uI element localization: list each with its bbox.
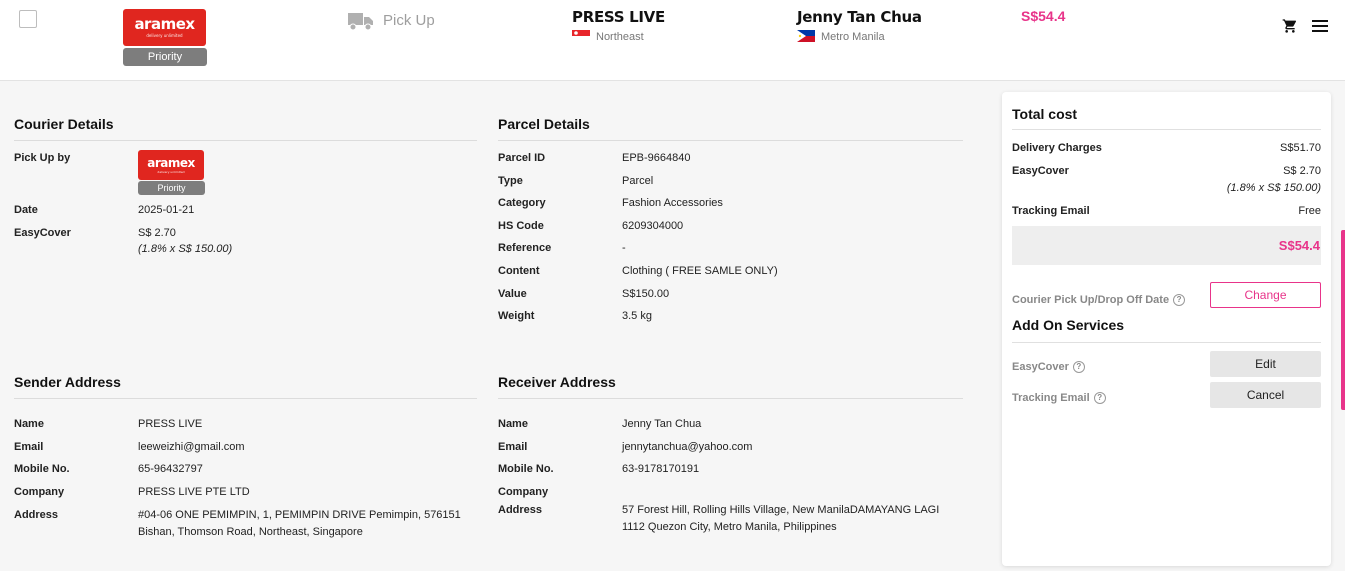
divider	[14, 140, 477, 141]
addon-tracking-label	[1012, 392, 1106, 404]
sender-name-header: PRESS LIVE	[572, 8, 665, 26]
sender-name-label: Name	[14, 418, 44, 430]
receiver-address-line2: 1112 Quezon City, Metro Manila, Philippines	[622, 521, 837, 533]
sender-email-value: leeweizhi@gmail.com	[138, 441, 245, 453]
total-cost-title: Total cost	[1012, 106, 1078, 122]
pickup-date-text: Courier Pick Up/Drop Off Date	[1012, 294, 1170, 306]
tracking-email-value: Free	[1298, 205, 1321, 217]
priority-badge: Priority	[123, 48, 207, 66]
courier-brand: aramex	[134, 15, 195, 33]
content-label: Content	[498, 265, 540, 277]
help-icon[interactable]: ?	[1094, 392, 1106, 404]
side-tab[interactable]	[1341, 230, 1345, 410]
receiver-mobile-value: 63-9178170191	[622, 463, 700, 475]
easycover-label: EasyCover	[14, 227, 71, 239]
receiver-email-value: jennytanchua@yahoo.com	[622, 441, 753, 453]
weight-value: 3.5 kg	[622, 310, 652, 322]
add-on-services-title: Add On Services	[1012, 317, 1125, 333]
value-value: S$150.00	[622, 288, 670, 300]
sender-address-line1: #04-06 ONE PEMIMPIN, 1, PEMIMPIN DRIVE Pemimpin, 576151	[138, 509, 461, 521]
receiver-mobile-label: Mobile No.	[498, 463, 554, 475]
type-label: Type	[498, 175, 523, 187]
total-value: S$54.4	[1278, 238, 1320, 253]
divider	[1012, 342, 1321, 343]
easycover-value: S$ 2.70	[1283, 165, 1321, 177]
philippines-flag-icon	[797, 30, 815, 42]
divider	[14, 398, 477, 399]
sender-region-header: Northeast	[596, 31, 644, 43]
receiver-region-header: Metro Manila	[821, 31, 885, 43]
cart-icon[interactable]	[1282, 18, 1298, 34]
help-icon[interactable]: ?	[1173, 294, 1185, 306]
change-button[interactable]: Change	[1210, 282, 1321, 308]
receiver-address-line1: 57 Forest Hill, Rolling Hills Village, New ManilaDAMAYANG LAGI	[622, 504, 940, 516]
receiver-address-label: Address	[498, 504, 543, 516]
sender-address-label: Address	[14, 509, 59, 521]
category-label: Category	[498, 197, 546, 209]
courier-tagline: delivery unlimited	[146, 33, 183, 38]
receiver-name-value: Jenny Tan Chua	[622, 418, 702, 430]
hs-code-label: HS Code	[498, 220, 544, 232]
date-label: Date	[14, 204, 38, 216]
content-value: Clothing ( FREE SAMLE ONLY)	[622, 265, 778, 277]
cancel-button[interactable]: Cancel	[1210, 382, 1321, 408]
weight-label: Weight	[498, 310, 535, 322]
receiver-email-label: Email	[498, 441, 528, 453]
parcel-details-title: Parcel Details	[498, 116, 590, 132]
sender-mobile-value: 65-96432797	[138, 463, 203, 475]
service-mode: Pick Up	[383, 12, 435, 29]
aramex-logo	[123, 9, 206, 46]
help-icon[interactable]: ?	[1073, 361, 1085, 373]
addon-easycover-text: EasyCover	[1012, 361, 1069, 373]
easycover-value: S$ 2.70	[138, 227, 176, 239]
value-label: Value	[498, 288, 527, 300]
courier-tagline: delivery unlimited	[157, 169, 185, 174]
pickup-date-label	[1012, 294, 1185, 306]
receiver-company-label: Company	[498, 486, 549, 498]
total-box	[1012, 226, 1321, 265]
sender-mobile-label: Mobile No.	[14, 463, 70, 475]
addon-tracking-text: Tracking Email	[1012, 392, 1090, 404]
hs-code-value: 6209304000	[622, 220, 684, 232]
sender-company-value: PRESS LIVE PTE LTD	[138, 486, 250, 498]
easycover-formula: (1.8% x S$ 150.00)	[138, 243, 233, 255]
receiver-name-label: Name	[498, 418, 528, 430]
sender-name-value: PRESS LIVE	[138, 418, 203, 430]
price-header: S$54.4	[1021, 8, 1066, 24]
divider	[1012, 129, 1321, 130]
category-value: Fashion Accessories	[622, 197, 723, 209]
easycover-formula: (1.8% x S$ 150.00)	[1226, 182, 1321, 194]
pickup-by-label: Pick Up by	[14, 152, 71, 164]
sender-company-label: Company	[14, 486, 65, 498]
truck-icon	[348, 11, 374, 31]
tracking-email-label: Tracking Email	[1012, 205, 1090, 217]
order-summary-bar	[0, 0, 1345, 81]
reference-label: Reference	[498, 242, 552, 254]
singapore-flag-icon	[572, 30, 590, 42]
parcel-id-value: EPB-9664840	[622, 152, 691, 164]
receiver-name-header: Jenny Tan Chua	[797, 8, 922, 26]
priority-badge: Priority	[138, 181, 205, 195]
sender-address-line2: Bishan, Thomson Road, Northeast, Singapore	[138, 526, 363, 538]
divider	[498, 398, 963, 399]
parcel-id-label: Parcel ID	[498, 152, 546, 164]
reference-value: -	[622, 242, 626, 254]
edit-button[interactable]: Edit	[1210, 351, 1321, 377]
aramex-logo	[138, 150, 204, 180]
total-cost-card	[1002, 92, 1331, 566]
receiver-address-title: Receiver Address	[498, 374, 616, 390]
sender-email-label: Email	[14, 441, 44, 453]
addon-easycover-label	[1012, 361, 1085, 373]
type-value: Parcel	[622, 175, 654, 187]
delivery-charges-value: S$51.70	[1280, 142, 1321, 154]
delivery-charges-label: Delivery Charges	[1012, 142, 1102, 154]
sender-address-title: Sender Address	[14, 374, 121, 390]
divider	[498, 140, 963, 141]
courier-brand: aramex	[147, 155, 195, 170]
courier-details-title: Courier Details	[14, 116, 114, 132]
easycover-label: EasyCover	[1012, 165, 1069, 177]
menu-icon[interactable]	[1312, 19, 1328, 33]
select-checkbox[interactable]	[19, 10, 37, 28]
date-value: 2025-01-21	[138, 204, 195, 216]
